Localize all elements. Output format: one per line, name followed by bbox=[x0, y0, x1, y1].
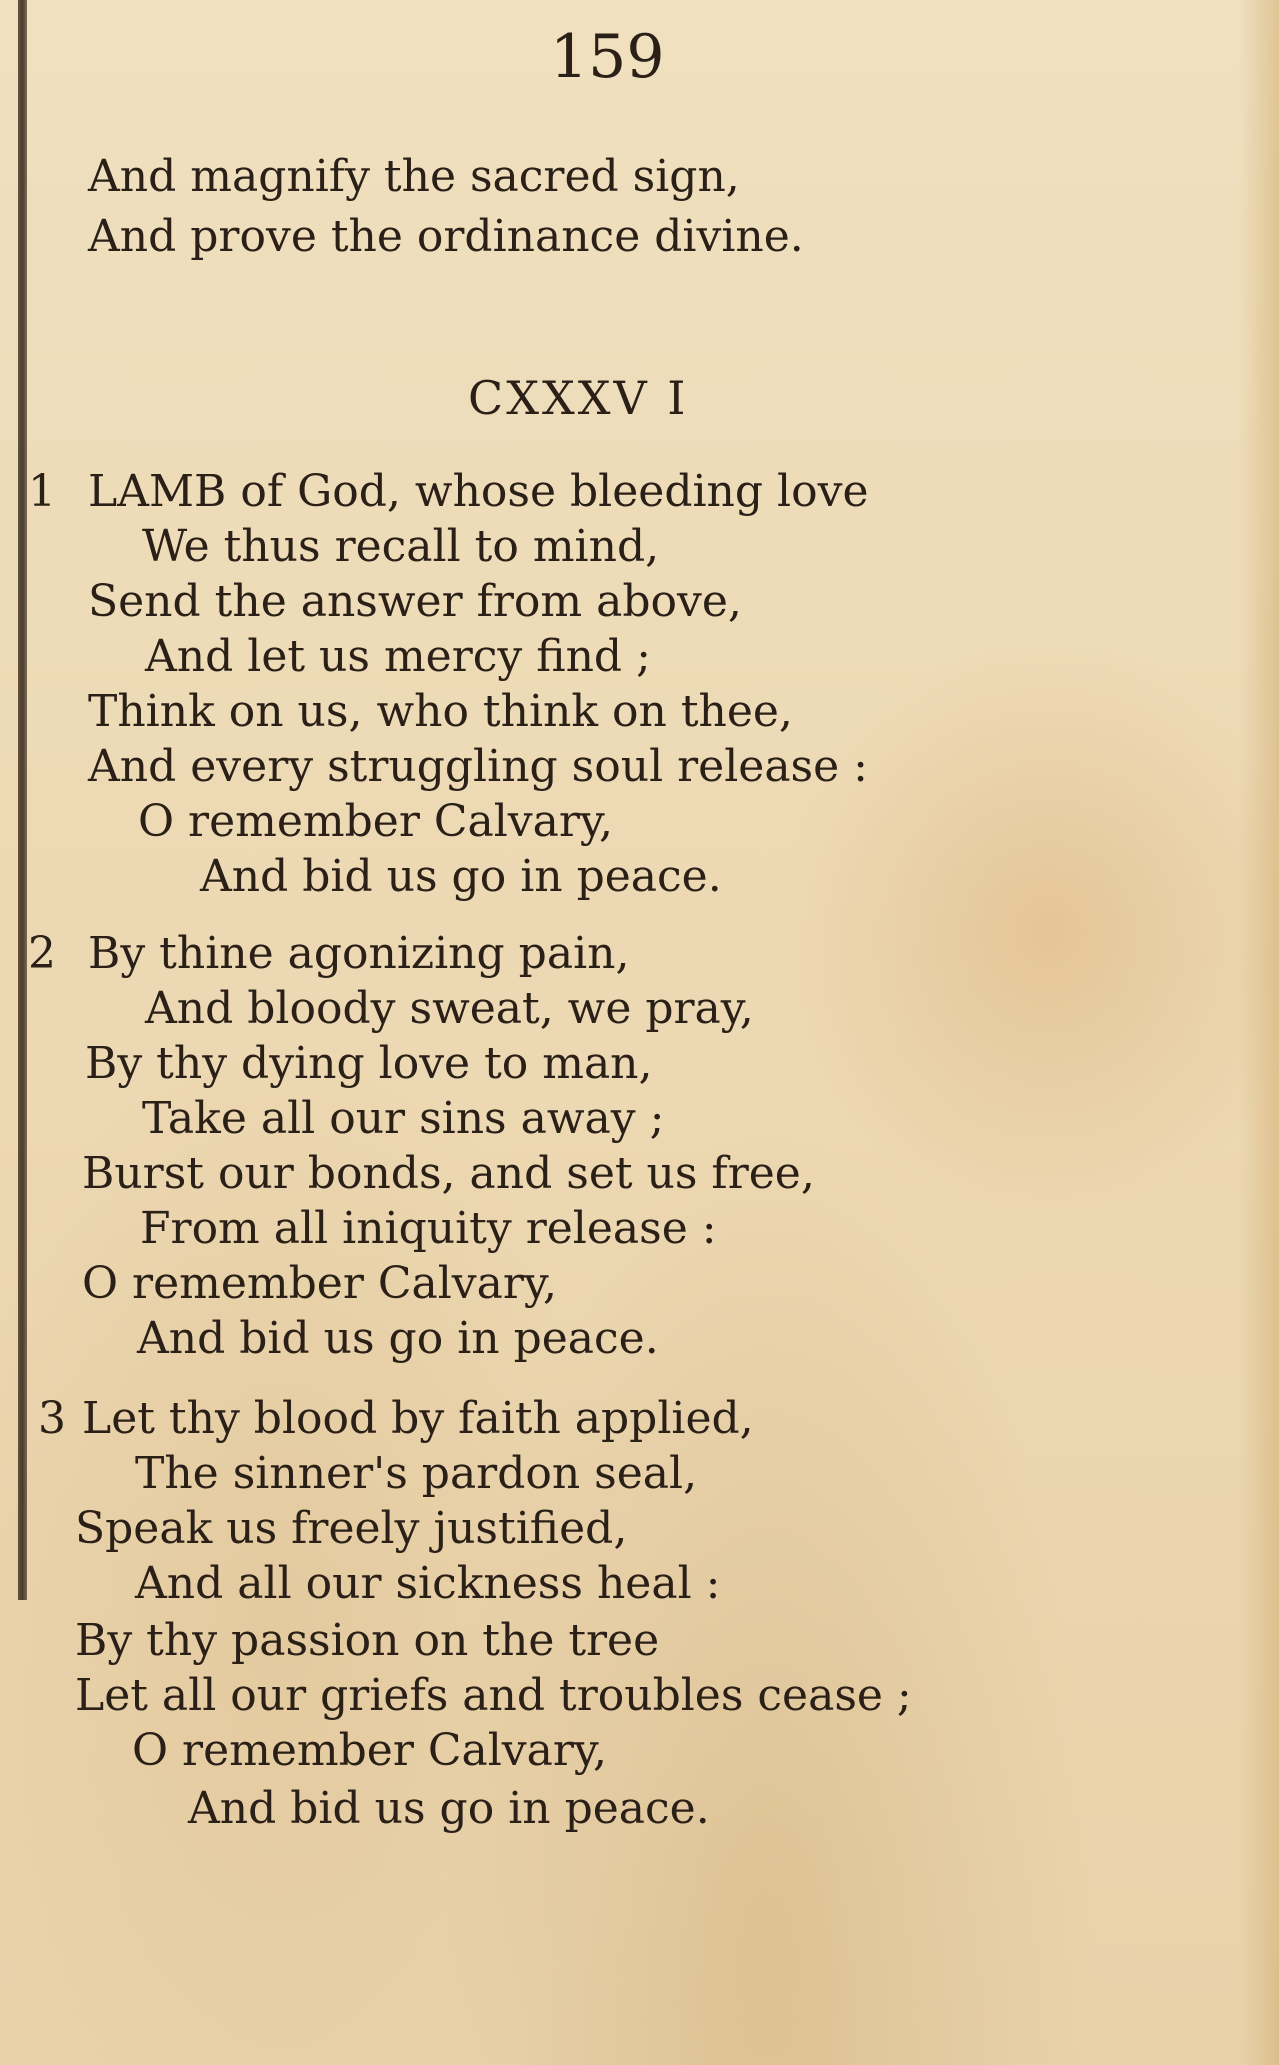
carryover-line: And magnify the sacred sign, bbox=[88, 151, 740, 202]
verse-line: Think on us, who think on thee, bbox=[88, 686, 793, 737]
hymn-number: CXXXV I bbox=[468, 371, 689, 425]
verse-line: Let thy blood by faith applied, bbox=[82, 1393, 754, 1444]
verse-line: And every struggling soul release : bbox=[88, 741, 868, 792]
verse-line: O remember Calvary, bbox=[132, 1725, 607, 1776]
verse-line: O remember Calvary, bbox=[82, 1258, 557, 1309]
verse-number: 2 bbox=[28, 928, 56, 979]
verse-line: Let all our griefs and troubles cease ; bbox=[75, 1670, 912, 1721]
page-number: 159 bbox=[550, 22, 665, 92]
verse-line: Take all our sins away ; bbox=[142, 1093, 665, 1144]
verse-line: Burst our bonds, and set us free, bbox=[82, 1148, 815, 1199]
verse-line: And all our sickness heal : bbox=[135, 1558, 721, 1609]
verse-line: By thy dying love to man, bbox=[85, 1038, 653, 1089]
verse-line: And bid us go in peace. bbox=[137, 1313, 659, 1364]
page-edge bbox=[1239, 0, 1279, 2065]
carryover-line: And prove the ordinance divine. bbox=[88, 211, 804, 262]
verse-line: LAMB of God, whose bleeding love bbox=[88, 466, 869, 517]
verse-line: O remember Calvary, bbox=[138, 796, 613, 847]
verse-line: And bid us go in peace. bbox=[200, 851, 722, 902]
verse-number: 1 bbox=[28, 466, 56, 517]
verse-line: Speak us freely justified, bbox=[75, 1503, 628, 1554]
verse-line: By thy passion on the tree bbox=[75, 1615, 660, 1666]
gutter-shadow bbox=[18, 0, 27, 1600]
verse-line: And let us mercy find ; bbox=[145, 631, 651, 682]
verse-line: By thine agonizing pain, bbox=[88, 928, 630, 979]
verse-line: And bid us go in peace. bbox=[188, 1783, 710, 1834]
verse-line: From all iniquity release : bbox=[140, 1203, 717, 1254]
verse-line: And bloody sweat, we pray, bbox=[145, 983, 754, 1034]
verse-number: 3 bbox=[38, 1393, 66, 1444]
verse-line: The sinner's pardon seal, bbox=[135, 1448, 698, 1499]
verse-line: We thus recall to mind, bbox=[142, 521, 660, 572]
verse-line: Send the answer from above, bbox=[88, 576, 742, 627]
